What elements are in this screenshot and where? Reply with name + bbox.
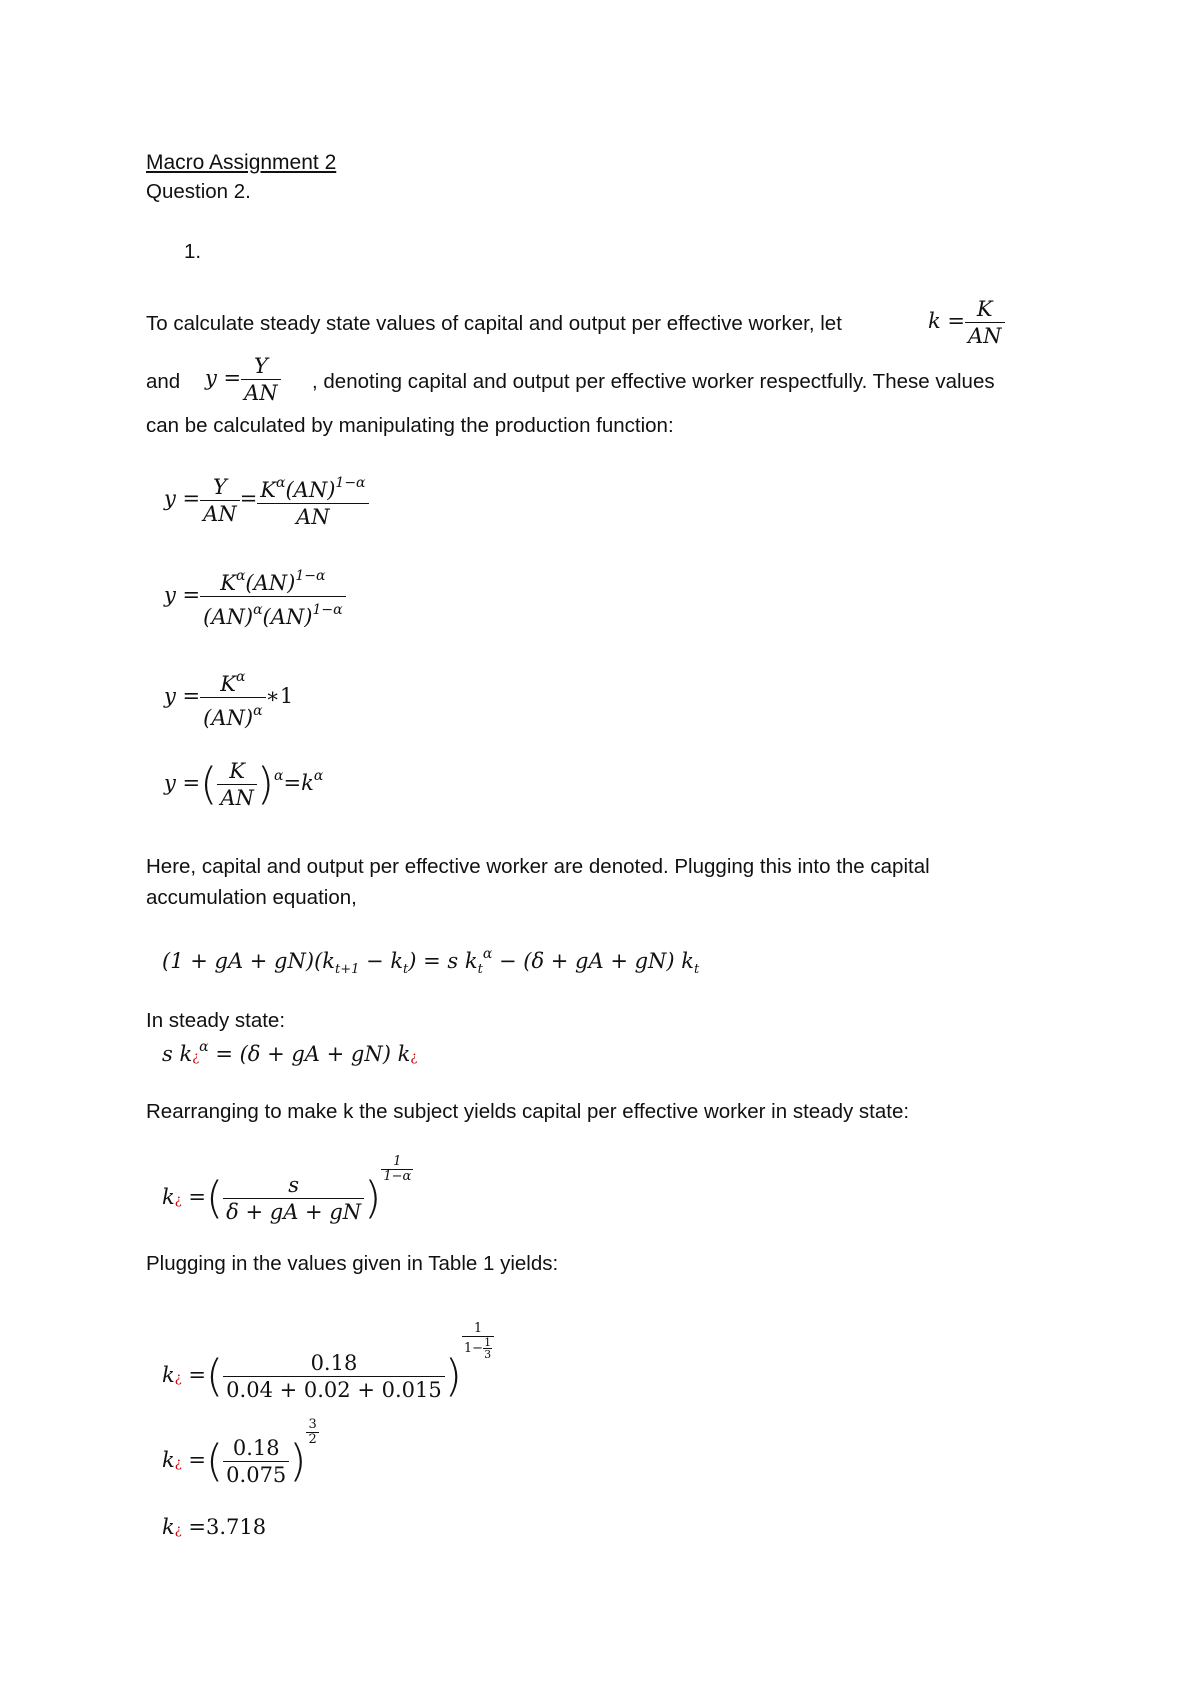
paragraph-intro-line2: , denoting capital and output per effective worker respectfully. These values [312,370,995,393]
growth-a-value: 0.02 [303,1378,351,1402]
question-label: Question 2. [146,180,251,203]
equation-k-result: k¿ =3.718 [162,1515,267,1539]
equation-k-steady-state: k¿ =( $\frac{s}{\delta + gA + gN}$ ) $\frac{1}{1-\alpha}$ [162,1154,412,1224]
equation-production-1: y = $\frac{Y}{AN}$ = $\frac{K^\alpha(AN)^{1-\alpha}}{AN}$ [164,470,369,530]
equation-steady-state: s k¿$^\alpha$ = (δ + gA + gN) k¿ [162,1039,418,1066]
equation-k-numeric: k¿ =( $\frac{0.18}{0.04 + 0.02 + 0.015}$ ) 1 1− $\frac{1}{3}$ [162,1322,494,1403]
sum-denominator-value: 0.075 [226,1463,287,1487]
paragraph-rearrange: Rearranging to make k the subject yields capital per effective worker in steady state: [146,1100,910,1123]
equation-production-2: y = $\frac{K^\alpha(AN)^{1-\alpha}}{(AN)^\alpha(AN)^{1-\alpha}}$ [164,563,346,630]
result-value: 3.718 [206,1515,267,1539]
equation-k-simplified: k¿ =( $\frac{0.18}{0.075}$ ) $\frac{3}{2}$ [162,1417,317,1487]
equation-production-4: y =( $\frac{K}{AN}$ )$^\alpha=k^\alpha$ [164,758,324,810]
paragraph-intro-line1: To calculate steady state values of capital and output per effective worker, let [146,312,842,335]
paragraph-accumulation-line1: Here, capital and output per effective worker are denoted. Plugging this into the capital [146,855,930,878]
depreciation-value: 0.04 [226,1378,273,1402]
y-definition-equation: y = $\frac{Y}{AN}$ [205,353,281,406]
paragraph-intro-and: and [146,370,181,393]
growth-n-value: 0.015 [381,1378,442,1402]
document-title: Macro Assignment 2 [146,151,337,174]
paragraph-intro-line3: can be calculated by manipulating the production function: [146,414,674,437]
paragraph-plug-values: Plugging in the values given in Table 1 yields: [146,1252,559,1275]
exponent-denominator: 2 [308,1432,317,1447]
saving-rate-value: 0.18 [223,1350,445,1377]
list-item-number: 1. [184,240,202,263]
steady-state-label: In steady state: [146,1009,286,1032]
exponent-numerator: 3 [308,1417,317,1432]
equation-production-3: y = $\frac{K^\alpha}{(AN)^\alpha}$ ∗1 [164,664,293,731]
equation-capital-accumulation: (1 + gA + $gN)(k_{t+1} - k_t) = s$ $k_t^\alpha - (\delta$ + gA + gN) $k_t$ [162,946,700,977]
paragraph-accumulation-line2: accumulation equation, [146,886,357,909]
k-definition-equation: k = $\frac{K}{AN}$ [928,296,1005,349]
